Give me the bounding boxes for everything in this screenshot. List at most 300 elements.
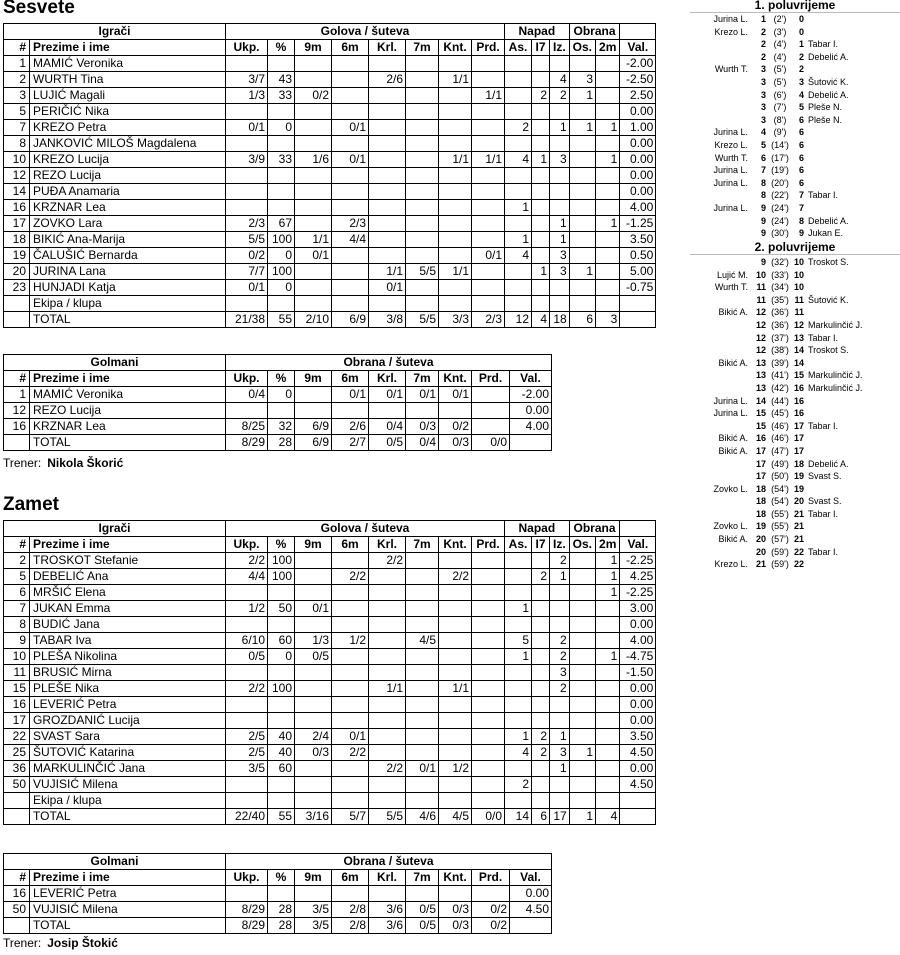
player-name: Ekipa / klupa [30,793,226,809]
stat-cell [439,713,472,729]
stat-cell: 4/4 [226,569,268,585]
minute: (49') [771,458,789,469]
stat-cell: 0.00 [620,104,656,120]
stat-cell: 3.50 [620,729,656,745]
timeline-event [690,395,900,408]
stat-cell [505,793,532,809]
right-score: 21 [793,521,804,532]
minute: (22') [771,190,789,201]
stat-cell [332,777,369,793]
column-header: 2m [596,537,620,553]
player-number: 12 [4,403,30,419]
stat-cell [596,617,620,633]
stat-cell [505,264,532,280]
table-row [4,601,656,617]
right-scorer: Tabar I. [808,332,839,343]
player-name: KREZO Petra [30,120,226,136]
table-row [4,248,656,264]
stat-cell: -1.25 [620,216,656,232]
stat-cell [406,120,439,136]
player-number: 9 [4,633,30,649]
stat-cell [332,793,369,809]
stat-cell [472,56,505,72]
table-row [4,104,656,120]
stat-cell: -1.50 [620,665,656,681]
stat-cell [532,793,550,809]
minute: (47') [771,445,789,456]
stat-cell [369,617,406,633]
stat-cell: 50 [268,601,295,617]
right-score: 10 [793,282,804,293]
stat-cell: 0/2 [472,918,510,934]
coach-name: Nikola Škorić [47,456,124,470]
stat-cell: 1 [532,264,550,280]
stat-cell [550,697,570,713]
table-row [4,88,656,104]
stat-cell [268,665,295,681]
stat-cell: 8/29 [226,435,268,451]
stat-cell [472,793,505,809]
stat-cell [295,569,332,585]
stat-cell: 0/3 [439,902,472,918]
stat-cell [569,649,595,665]
stat-cell [532,248,550,264]
stat-cell [596,88,620,104]
stat-cell [596,56,620,72]
stat-cell: 4.00 [620,633,656,649]
coach-label: Trener: [3,456,42,470]
stat-cell: 3/6 [369,918,406,934]
stat-cell: 0/5 [226,649,268,665]
stat-cell: 0/0 [472,809,505,825]
stat-cell: 28 [268,435,295,451]
stat-cell [532,104,550,120]
stat-cell [596,697,620,713]
timeline-event [690,256,900,269]
left-score: 3 [760,102,766,113]
stat-cell [226,168,268,184]
stat-cell: 2/3 [472,312,505,328]
minute: (55') [771,521,789,532]
stat-cell: 0.00 [620,152,656,168]
sesvete-goalkeepers-table [3,354,552,451]
stat-cell: 2/5 [226,729,268,745]
stat-cell [406,713,439,729]
stat-cell [505,713,532,729]
player-name: BIKIĆ Ana-Marija [30,232,226,248]
left-scorer: Krezo L. [714,26,748,37]
right-score: 6 [798,127,804,138]
table-row [4,435,552,451]
stat-cell [332,104,369,120]
player-name: PUĐA Anamaria [30,184,226,200]
stat-cell [505,168,532,184]
stat-cell [439,697,472,713]
stat-cell [295,886,332,902]
stat-cell: 1 [550,232,570,248]
stat-cell: -2.00 [620,56,656,72]
minute: (5') [773,76,787,87]
left-score: 12 [755,307,766,318]
right-score: 14 [793,357,804,368]
stat-cell: 3/16 [295,809,332,825]
stat-cell: 4.50 [510,902,552,918]
stat-cell [532,665,550,681]
stat-cell: 1 [596,120,620,136]
stat-cell: 6/9 [295,435,332,451]
gk-super-header-row [4,355,552,371]
stat-cell: 3/8 [369,312,406,328]
minute: (3') [773,26,787,37]
stat-cell [332,585,369,601]
column-header: Val. [510,870,552,886]
column-header: Knt. [439,40,472,56]
column-header: Prd. [472,537,505,553]
stat-cell [532,296,550,312]
stat-cell [406,886,439,902]
right-score: 7 [798,190,804,201]
stat-cell [439,248,472,264]
right-score: 5 [798,102,804,113]
stat-cell: 4.50 [620,777,656,793]
table-row [4,809,656,825]
stat-cell [406,697,439,713]
left-scorer: Wurth T. [714,64,748,75]
column-header: Prezime i ime [30,371,226,387]
left-score: 3 [760,76,766,87]
stat-cell [295,168,332,184]
minute: (14') [771,139,789,150]
stat-cell: 2/6 [369,72,406,88]
stat-cell: 1 [505,232,532,248]
stat-cell: 1/1 [439,264,472,280]
stat-cell [569,585,595,601]
minute: (24') [771,215,789,226]
player-number: 16 [4,419,30,435]
player-number: 25 [4,745,30,761]
stat-cell [406,745,439,761]
stat-cell: 1/1 [369,681,406,697]
minute: (4') [773,51,787,62]
stat-cell [472,713,505,729]
column-header: Prezime i ime [30,537,226,553]
team-title-sesvete: Sesvete [3,0,75,18]
stat-cell [439,729,472,745]
timeline-event [690,470,900,483]
column-header: Iz. [550,537,570,553]
player-number: 10 [4,649,30,665]
left-score: 8 [760,190,766,201]
minute: (33') [771,269,789,280]
timeline-event [690,13,900,26]
stat-cell: 21/38 [226,312,268,328]
table-row [4,216,656,232]
stat-cell [268,403,295,419]
stat-cell [569,713,595,729]
stat-cell: 100 [268,553,295,569]
stat-cell [369,886,406,902]
stat-cell [439,120,472,136]
stat-cell [268,585,295,601]
minute: (39') [771,357,789,368]
stat-cell: 2 [550,88,570,104]
right-scorer: Pleše N. [808,102,843,113]
left-scorer: Krezo L. [714,139,748,150]
left-scorer: Krezo L. [714,559,748,570]
stat-cell [226,136,268,152]
column-header: Prd. [472,40,505,56]
stat-cell [596,681,620,697]
stat-cell [332,56,369,72]
stat-cell: 2/2 [369,553,406,569]
column-header: 7m [406,870,439,886]
right-score: 11 [794,307,804,318]
left-score: 13 [755,382,766,393]
stat-cell [369,649,406,665]
header-obrana: Obrana [569,24,620,40]
stat-cell [226,665,268,681]
stat-cell [332,248,369,264]
stat-cell: 1 [550,729,570,745]
stat-cell: 60 [268,633,295,649]
header-napad: Napad [505,521,570,537]
player-name: TABAR Iva [30,633,226,649]
stat-cell: 1 [569,809,595,825]
stat-cell [268,777,295,793]
stat-cell [268,56,295,72]
stat-cell [332,697,369,713]
player-number: 5 [4,569,30,585]
table-row [4,168,656,184]
left-scorer: Bikić A. [718,307,748,318]
stat-cell: 55 [268,312,295,328]
timeline-event [690,215,900,228]
stat-cell [332,264,369,280]
column-header: I7 [532,40,550,56]
minute: (37') [771,332,789,343]
table-row [4,264,656,280]
stat-cell: 1/3 [295,633,332,649]
header-obrana-suteva: Obrana / šuteva [226,355,552,371]
stat-cell [550,280,570,296]
stat-cell: 3 [550,248,570,264]
left-score: 15 [755,420,766,431]
stat-cell: 7/7 [226,264,268,280]
stat-cell: 0.00 [620,617,656,633]
stat-cell [369,585,406,601]
stat-cell: 33 [268,88,295,104]
stat-cell [406,793,439,809]
stat-cell [439,296,472,312]
column-header: 6m [332,537,369,553]
stat-cell [332,168,369,184]
half1-title: 1. poluvrijeme [690,0,900,13]
minute: (6') [773,89,787,100]
stat-cell: 3.50 [620,232,656,248]
stat-cell [332,280,369,296]
stat-cell [295,264,332,280]
player-name: REZO Lucija [30,168,226,184]
stat-cell: 2/2 [439,569,472,585]
column-header: Ukp. [226,371,268,387]
left-score: 18 [755,508,766,519]
column-header: Krl. [369,371,406,387]
stat-cell: 0/3 [439,435,472,451]
right-score: 17 [793,433,804,444]
left-score: 7 [760,165,766,176]
minute: (36') [771,319,789,330]
stat-cell: 5/5 [369,809,406,825]
timeline-event [690,139,900,152]
stat-cell [439,553,472,569]
timeline-event [690,520,900,533]
left-scorer: Jurina L. [713,408,748,419]
right-scorer: Markulinčić J. [808,370,863,381]
stat-cell [406,553,439,569]
stat-cell [369,136,406,152]
stat-cell [406,601,439,617]
table-row [4,72,656,88]
minute: (46') [771,433,789,444]
stat-cell [532,633,550,649]
column-header: % [268,537,295,553]
coach-name: Josip Štokić [47,936,118,950]
stat-cell [406,585,439,601]
stat-cell: 1 [550,569,570,585]
stat-cell: 2.50 [620,88,656,104]
stat-cell: 0/3 [439,918,472,934]
stat-cell: 5/7 [332,809,369,825]
stat-cell [369,232,406,248]
stat-cell [472,232,505,248]
table-row [4,745,656,761]
right-scorer: Jukan E. [808,228,844,239]
timeline-event [690,445,900,458]
table-row [4,633,656,649]
player-number: 8 [4,136,30,152]
stat-cell: 100 [268,681,295,697]
stat-cell [472,72,505,88]
stat-cell [550,585,570,601]
zamet-goalkeepers-table [3,853,552,934]
column-header: 6m [332,870,369,886]
stat-cell [406,649,439,665]
left-score: 12 [755,319,766,330]
stat-cell [596,761,620,777]
stat-cell: 40 [268,729,295,745]
stat-cell [332,553,369,569]
player-number [4,435,30,451]
timeline-event [690,382,900,395]
stat-cell [332,200,369,216]
stat-cell: 1/1 [295,232,332,248]
right-scorer: Svast S. [808,496,842,507]
stat-cell [439,649,472,665]
stat-cell [596,200,620,216]
stat-cell [332,88,369,104]
player-number: 6 [4,585,30,601]
stat-cell: 3/7 [226,72,268,88]
stat-cell [295,553,332,569]
stat-cell [550,713,570,729]
player-number: 12 [4,168,30,184]
minute: (54') [771,496,789,507]
stat-cell [332,886,369,902]
left-score: 9 [760,202,766,213]
left-score: 5 [760,139,766,150]
player-number: 3 [4,88,30,104]
column-header: Knt. [439,537,472,553]
timeline-event [690,202,900,215]
stat-cell: 1 [569,120,595,136]
stat-cell [532,136,550,152]
stat-cell [505,280,532,296]
stat-cell [620,793,656,809]
stat-cell [532,713,550,729]
stat-cell [550,601,570,617]
stat-cell: 2/3 [332,216,369,232]
stat-cell [332,681,369,697]
table-row [4,184,656,200]
player-number: 20 [4,264,30,280]
right-score: 19 [793,471,804,482]
stat-cell: 5/5 [406,312,439,328]
player-name: JURINA Lana [30,264,226,280]
stat-cell [569,216,595,232]
left-scorer: Lujić M. [716,269,748,280]
player-name: TOTAL [30,312,226,328]
stat-cell [369,248,406,264]
right-score: 22 [793,559,804,570]
stat-cell [472,387,510,403]
stat-cell: 2/10 [295,312,332,328]
stat-cell [596,777,620,793]
column-header: % [268,870,295,886]
stat-cell [369,777,406,793]
stat-cell [569,569,595,585]
stat-cell: 2/5 [226,745,268,761]
stat-cell [295,617,332,633]
column-header: Iz. [550,40,570,56]
stat-cell: 0/1 [332,152,369,168]
right-score: 16 [793,382,804,393]
minute: (7') [773,102,787,113]
stat-cell [295,793,332,809]
stat-cell: 5.00 [620,264,656,280]
left-score: 3 [760,64,766,75]
stat-cell [369,184,406,200]
stat-cell [295,56,332,72]
half2-timeline [690,256,900,571]
stat-cell [550,617,570,633]
player-number: 1 [4,56,30,72]
super-header-row [4,521,656,537]
stat-cell: 0/3 [295,745,332,761]
right-score: 17 [793,420,804,431]
timeline-event [690,126,900,139]
right-score: 19 [793,483,804,494]
left-score: 13 [755,370,766,381]
stat-cell [406,136,439,152]
stat-cell: 0/1 [295,248,332,264]
left-score: 17 [755,471,766,482]
stat-cell [295,104,332,120]
stat-cell: 1 [505,601,532,617]
right-scorer: Markulinčić J. [808,319,863,330]
stat-cell [596,168,620,184]
left-scorer: Zovko L. [713,483,748,494]
timeline-event [690,432,900,445]
